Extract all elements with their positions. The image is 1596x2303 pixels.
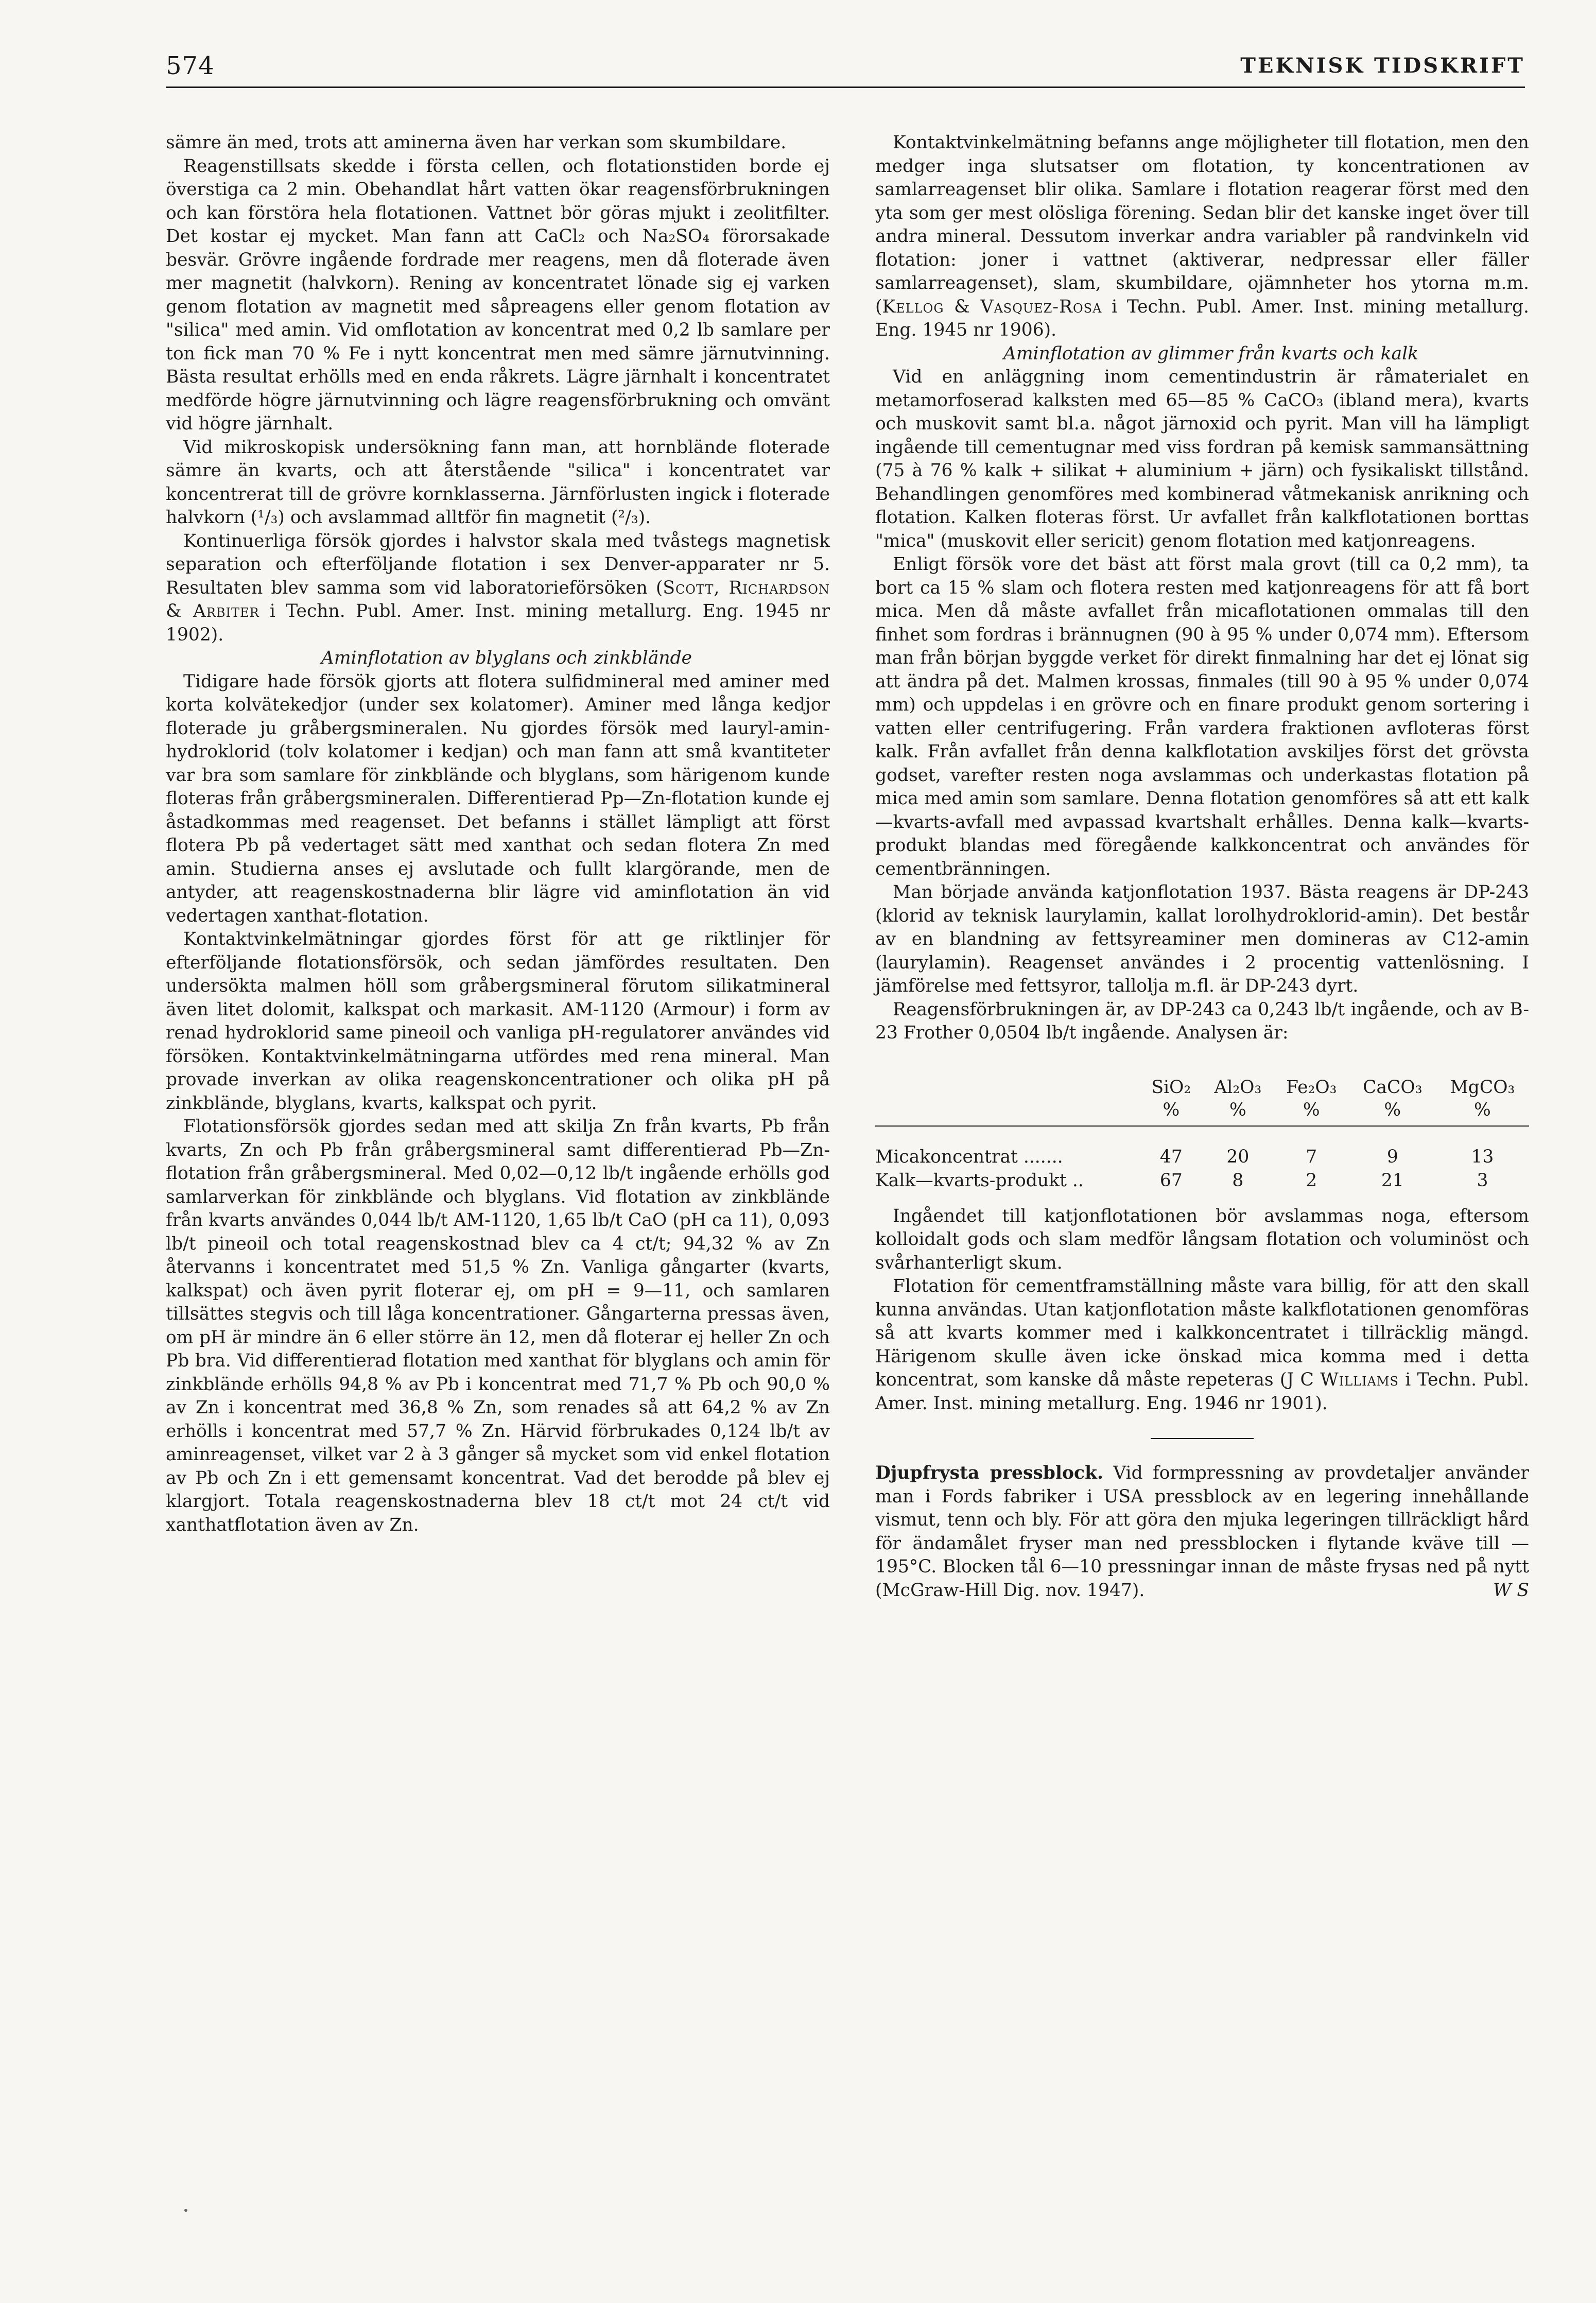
paragraph-text: Kontaktvinkelmätning befanns ange möjligheter till flotation, men den medger inga slutsatser om flotation, ty koncentrationen av samlarreagenset blir olika. Samlare i flotation reagerar först med den yta som ger mest olösliga förening. Sedan blir det kanske inget över till andra mineral. Dessutom inverkar andra variabler på randvinkeln vid flotation: joner i vattnet (aktiverar, nedpressar eller fäller samlarreagenset), slam, skumbildare, ojämnheter hos ytorna m.m. ( <box>875 132 1529 317</box>
paragraph <box>166 530 830 647</box>
reference: i Techn. Publ. Amer. Inst. mining metallurg. Eng. 1945 nr 1906). <box>875 296 1529 340</box>
row-label: Micakoncentrat ....... <box>875 1146 1063 1167</box>
right-column <box>875 131 1529 1602</box>
page-number: 574 <box>166 51 215 80</box>
paragraph: Reagenstillsats skedde i första cellen, och flotationstiden borde ej överstiga ca 2 min. Obehandlat hårt vatten ökar reagensförbrukningen och kan förstöra hela flotationen. Vattnet bör göras mjukt i zeolitfilter. Det kostar ej mycket. Man fann att CaCl₂ och Na₂SO₄ förorsakade besvär. Grövre ingående fordrade mer reagens, men då floterade även mer magnetit (halvkorn). Rening av koncentratet lönade sig ej varken genom flotation av magnetit med såpreagens eller genom flotation av "silica" med amin. Vid omflotation av koncentrat med 0,2 lb samlare per ton fick man 70 % Fe i nytt koncentrat men med sämre järnutvinning. Bästa resultat erhölls med en enda råkrets. Lägre järnhalt i koncentratet medförde högre järnutvinning och lägre reagensförbrukning och omvänt vid högre järnhalt. <box>166 155 830 434</box>
paragraph: sämre än med, trots att aminerna även har verkan som skumbildare. <box>166 132 787 153</box>
table-cell: 21 <box>1381 1170 1404 1191</box>
table-unit-row <box>875 1099 1529 1126</box>
author-signature: W S <box>1493 1580 1529 1601</box>
table-cell: 7 <box>1306 1146 1317 1167</box>
print-speck <box>184 2209 187 2212</box>
table-cell: 47 <box>1159 1146 1183 1167</box>
paragraph: Tidigare hade försök gjorts att flotera sulfidmineral med aminer med korta kolvätekedjor (under sex kolatomer). Aminer med långa kedjor floterade ju gråbergsmineralen. Nu gjordes försök med lauryl-amin-hydroklorid (tolv kolatomer i kedjan) och man fann att små kvantiteter var bra som samlare för zinkblände och blyglans, som härigenom kunde floteras från gråbergsmineralen. Differentierad Pp—Zn-flotation kunde ej åstadkommas med reagenset. Det befanns i stället lämpligt att först flotera Pb på vedertaget sätt med xanthat och sedan flotera Zn med amin. Studierna anses ej avslutade och fullt klargörande, men de antyder, att reagenskostnaderna blir lägre vid aminflotation än vid vedertagen xanthat-flotation. <box>166 671 830 926</box>
author-names: Williams <box>1320 1370 1399 1390</box>
table-corner <box>875 1076 1140 1099</box>
table-cell: 20 <box>1226 1146 1250 1167</box>
table-cell: 67 <box>1159 1170 1183 1191</box>
table-cell: 3 <box>1477 1170 1488 1191</box>
author-names: Scott, Richardson & Arbiter <box>166 577 830 621</box>
section-subheading: Aminflotation av glimmer från kvarts och kalk <box>1003 343 1419 364</box>
paragraph: Vid mikroskopisk undersökning fann man, att hornblände floterade sämre än kvarts, och att återstående "silica" i koncentratet var koncentrerat till de grövre kornklasserna. Järnförlusten ingick i floterade halvkorn (¹/₃) och avslammad alltför fin magnetit (²/₃). <box>166 437 830 528</box>
table-cell: 8 <box>1232 1170 1244 1191</box>
paragraph: Man började använda katjonflotation 1937. Bästa reagens är DP-243 (klorid av teknisk laurylamin, kallat lorolhydroklorid-amin). Det består av en blandning av fettsyreaminer men domineras av C12-amin (laurylamin). Reagenset användes i 2 procentig vattenlösning. I jämförelse med fettsyror, tallolja m.fl. är DP-243 dyrt. <box>875 882 1529 996</box>
left-column <box>166 131 830 1537</box>
table-cell: 2 <box>1306 1170 1317 1191</box>
paragraph-text: Flotation för cementframställning måste vara billig, för att den skall kunna användas. Utan katjonflotation måste kalkflotationen genomföras så att kvarts kommer med i kalkkoncentratet i tillräcklig mängd. Härigenom skulle även icke önskad mica komma med i detta koncentrat, som kanske då måste repeteras (J C <box>875 1276 1529 1390</box>
paragraph: Enligt försök vore det bäst att först mala grovt (till ca 0,2 mm), ta bort ca 15 % slam och flotera resten med katjonreagens för att få bort mica. Men då måste avfallet från micaflotationen ommalas till den finhet som fordras i brännugnen (90 à 95 % under 0,074 mm). Eftersom man från början byggde verket för direkt finmalning har det ej lönat sig att ändra på det. Malmen krossas, finmales (till 90 à 95 % under 0,074 mm) och uppdelas i en grövre och en finare produkt genom sortering i vatten eller centrifugering. Från vardera fraktionen avfloteras först kalk. Från avfallet från denna kalkflotation avskiljes först det grövsta godset, varefter resten noga avslammas och underkastas flotation på mica med amin som samlare. Denna flotation genomföres så att ett kalk—kvarts-avfall med avpassad kvartshalt erhålles. Denna kalk—kvarts-produkt blandas med föregående kalkkoncentrat och användes för cementbränningen. <box>875 554 1529 879</box>
column-header: Fe₂O₃ <box>1286 1077 1337 1098</box>
column-header: SiO₂ <box>1151 1077 1191 1098</box>
table-corner <box>875 1099 1140 1126</box>
reference: i Techn. Publ. Amer. Inst. mining metallurg. Eng. 1945 nr 1902). <box>166 601 830 645</box>
notice-text: Vid formpressning av provdetaljer använder man i Fords fabriker i USA pressblock av en legering innehållande vismut, tenn och bly. För att göra den mjuka legeringen tillräckligt hård för ändamålet fryser man ned pressblocken i flytande kväve till — 195°C. Blocken tål 6—10 pressningar innan de måste frysas ned på nytt (McGraw-Hill Dig. nov. 1947). <box>875 1463 1530 1601</box>
unit-label: % <box>1384 1099 1401 1120</box>
table-header-row <box>875 1076 1529 1099</box>
row-label: Kalk—kvarts-produkt .. <box>875 1170 1084 1191</box>
table-cell: 13 <box>1471 1146 1494 1167</box>
paragraph: Flotationsförsök gjordes sedan med att skilja Zn från kvarts, Pb från kvarts, Zn och Pb från gråbergsmineral samt differentierad Pb—Zn-flotation från gråbergsmineral. Med 0,02—0,12 lb/t ingående erhölls god samlarverkan för zinkblände och blyglans. Vid flotation av zinkblände från kvarts användes 0,044 lb/t AM-1120, 1,65 lb/t CaO (pH ca 11), 0,093 lb/t pineoil och total reagenskostnad blev ca 4 ct/t; 94,32 % av Zn återvanns i koncentratet med 51,5 % Zn. Vanliga gångarter (kvarts, kalkspat) och även pyrit floterar ej, om pH = 9—11, och samlaren tillsättes stegvis och till låga koncentrationer. Gångarterna pressas även, om pH är mindre än 6 eller större än 12, men då floterar ej heller Zn och Pb bra. Vid differentierad flotation med xanthat för blyglans och amin för zinkblände erhölls 94,8 % av Pb i koncentrat med 71,7 % Pb och 90,0 % av Zn i koncentrat med 36,8 % Zn, som renades så att 64,2 % av Zn erhölls i koncentrat med 57,7 % Zn. Härvid förbrukades 0,124 lb/t av aminreagenset, vilket var 2 à 3 gånger så mycket som vid enkel flotation av Pb och Zn i ett gemensamt koncentrat. Vad det berodde på blev ej klargjort. Totala reagenskostnaderna blev 18 ct/t mot 24 ct/t vid xanthatflotation även av Zn. <box>166 1116 830 1535</box>
paragraph: Kontaktvinkelmätningar gjordes först för att ge riktlinjer för efterföljande flotationsförsök, och sedan jämfördes resultaten. Den undersökta malmen höll som gråbergsmineral förutom silikatmineral även litet dolomit, kalkspat och markasit. AM-1120 (Armour) i form av renad hydroklorid same pineoil och vanliga pH-regulatorer användes vid försöken. Kontaktvinkelmätningarna utfördes med rena mineral. Man provade inverkan av olika reagenskoncentrationer och olika pH på zinkblände, blyglans, kvarts, kalkspat och pyrit. <box>166 929 830 1114</box>
column-header: Al₂O₃ <box>1214 1077 1262 1098</box>
author-names: Kellog & Vasquez-Rosa <box>882 296 1102 317</box>
unit-label: % <box>1474 1099 1491 1120</box>
paragraph: Reagensförbrukningen är, av DP-243 ca 0,243 lb/t ingående, och av B-23 Frother 0,0504 lb/t ingående. Analysen är: <box>875 999 1529 1043</box>
table-cell: 9 <box>1386 1146 1398 1167</box>
section-divider <box>1151 1438 1254 1439</box>
table-row <box>875 1169 1529 1192</box>
notice-title: Djupfrysta pressblock. <box>875 1463 1103 1483</box>
paragraph <box>875 131 1529 342</box>
paragraph: Ingåendet till katjonflotationen bör avslammas noga, eftersom kolloidalt gods och slam medför långsam flotation och voluminöst och svårhanterligt skum. <box>875 1205 1529 1273</box>
column-header: CaCO₃ <box>1363 1077 1422 1098</box>
unit-label: % <box>1303 1099 1320 1120</box>
journal-title: TEKNISK TIDSKRIFT <box>1240 54 1525 78</box>
table-row <box>875 1145 1529 1169</box>
reference: i Techn. Publ. Amer. Inst. mining metallurg. Eng. 1946 nr 1901). <box>875 1370 1529 1414</box>
table-separator <box>875 1126 1529 1145</box>
unit-label: % <box>1229 1099 1246 1120</box>
news-notice <box>875 1462 1529 1602</box>
analysis-table <box>875 1076 1529 1192</box>
paragraph: Vid en anläggning inom cementindustrin är råmaterialet en metamorfoserad kalksten med 65—85 % CaCO₃ (ibland mera), kvarts och muskovit samt bl.a. något järnoxid och pyrit. Man vill ha lämpligt ingående till cementugnar med viss fordran på kemisk sammansättning (75 à 76 % kalk + silikat + aluminium + järn) och fysikaliskt tillstånd. Behandlingen genomföres med kombinerad våtmekanisk anrikning och flotation. Kalken floteras först. Ur avfallet från kalkflotationen borttas "mica" (muskovit eller sericit) genom flotation med katjonreagens. <box>875 367 1529 551</box>
column-header: MgCO₃ <box>1450 1077 1515 1098</box>
unit-label: % <box>1163 1099 1180 1120</box>
header-rule <box>166 86 1525 88</box>
paragraph <box>875 1275 1529 1415</box>
paragraph-text: Kontinuerliga försök gjordes i halvstor skala med tvåstegs magnetisk separation och efterföljande flotation i sex Denver-apparater nr 5. Resultaten blev samma som vid laboratorieförsöken ( <box>166 530 830 598</box>
section-subheading: Aminflotation av blyglans och zinkblände <box>321 648 692 668</box>
